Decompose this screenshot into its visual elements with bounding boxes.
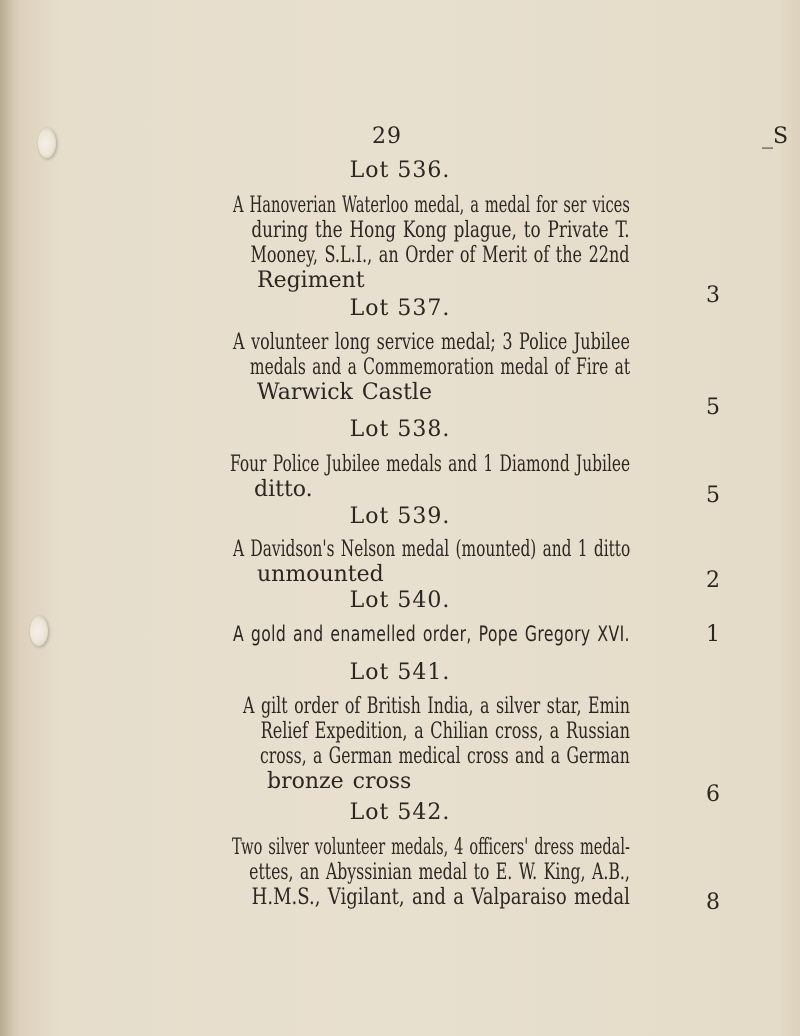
- lot-description-line: during the Hong Kong plague, to Private T.: [251, 218, 630, 243]
- lot-description: [233, 537, 631, 587]
- lot-description-line: A Hanoverian Waterloo medal, a medal for ser vices: [233, 193, 630, 218]
- binding-hole-middle: [30, 616, 48, 646]
- lot-description: [230, 452, 631, 502]
- lot-description: [233, 193, 630, 293]
- lot-heading: Lot 538.: [349, 417, 451, 442]
- lot-description-line: unmounted: [257, 562, 384, 587]
- lot-description-line: Two silver volunteer medals, 4 officers' dress medal-: [232, 835, 630, 860]
- corner-mark: _S: [762, 124, 789, 149]
- lot-price: 6: [706, 782, 720, 807]
- lot-description-line: A gilt order of British India, a silver star, Emin: [243, 694, 630, 719]
- lot-heading: Lot 536.: [349, 158, 451, 183]
- lot-description-line: bronze cross: [267, 769, 412, 794]
- lot-description-line: medals and a Commemoration medal of Fire at: [249, 355, 631, 380]
- lot-price: 5: [706, 395, 720, 420]
- lot-price: 5: [706, 483, 720, 508]
- lot-heading: Lot 539.: [349, 504, 451, 529]
- lot-description-line: Mooney, S.L.I., an Order of Merit of the 22nd: [250, 243, 630, 268]
- lot-heading: Lot 541.: [349, 660, 451, 685]
- lot-description-line: Relief Expedition, a Chilian cross, a Russian: [260, 719, 630, 744]
- lot-description-line: A Davidson's Nelson medal (mounted) and 1 ditto: [233, 537, 631, 562]
- lot-description-line: A volunteer long service medal; 3 Police Jubilee: [233, 330, 630, 355]
- lot-description: [233, 622, 630, 647]
- lot-heading: Lot 540.: [349, 588, 451, 613]
- lot-heading: Lot 537.: [349, 296, 451, 321]
- lot-description-line: Regiment: [257, 268, 365, 293]
- binding-hole-top: [38, 128, 56, 158]
- lot-price: 3: [706, 283, 720, 308]
- lot-description-line: ettes, an Abyssinian medal to E. W. King, A.B.,: [249, 860, 630, 885]
- lot-description-line: Four Police Jubilee medals and 1 Diamond Jubilee: [230, 452, 631, 477]
- lot-description: [243, 694, 630, 794]
- lot-description-line: cross, a German medical cross and a German: [260, 744, 630, 769]
- lot-description: [232, 835, 630, 910]
- lot-description-line: H.M.S., Vigilant, and a Valparaiso medal: [251, 885, 630, 910]
- lot-price: 1: [706, 622, 720, 647]
- lot-price: 8: [706, 890, 720, 915]
- page-number: 29: [372, 124, 402, 149]
- lot-price: 2: [706, 568, 720, 593]
- lot-description-line: Warwick Castle: [257, 380, 432, 405]
- lot-description-line: A gold and enamelled order, Pope Gregory XVI.: [233, 622, 630, 646]
- lot-heading: Lot 542.: [349, 800, 451, 825]
- lot-description: [233, 330, 631, 405]
- lot-description-line: ditto.: [254, 477, 313, 502]
